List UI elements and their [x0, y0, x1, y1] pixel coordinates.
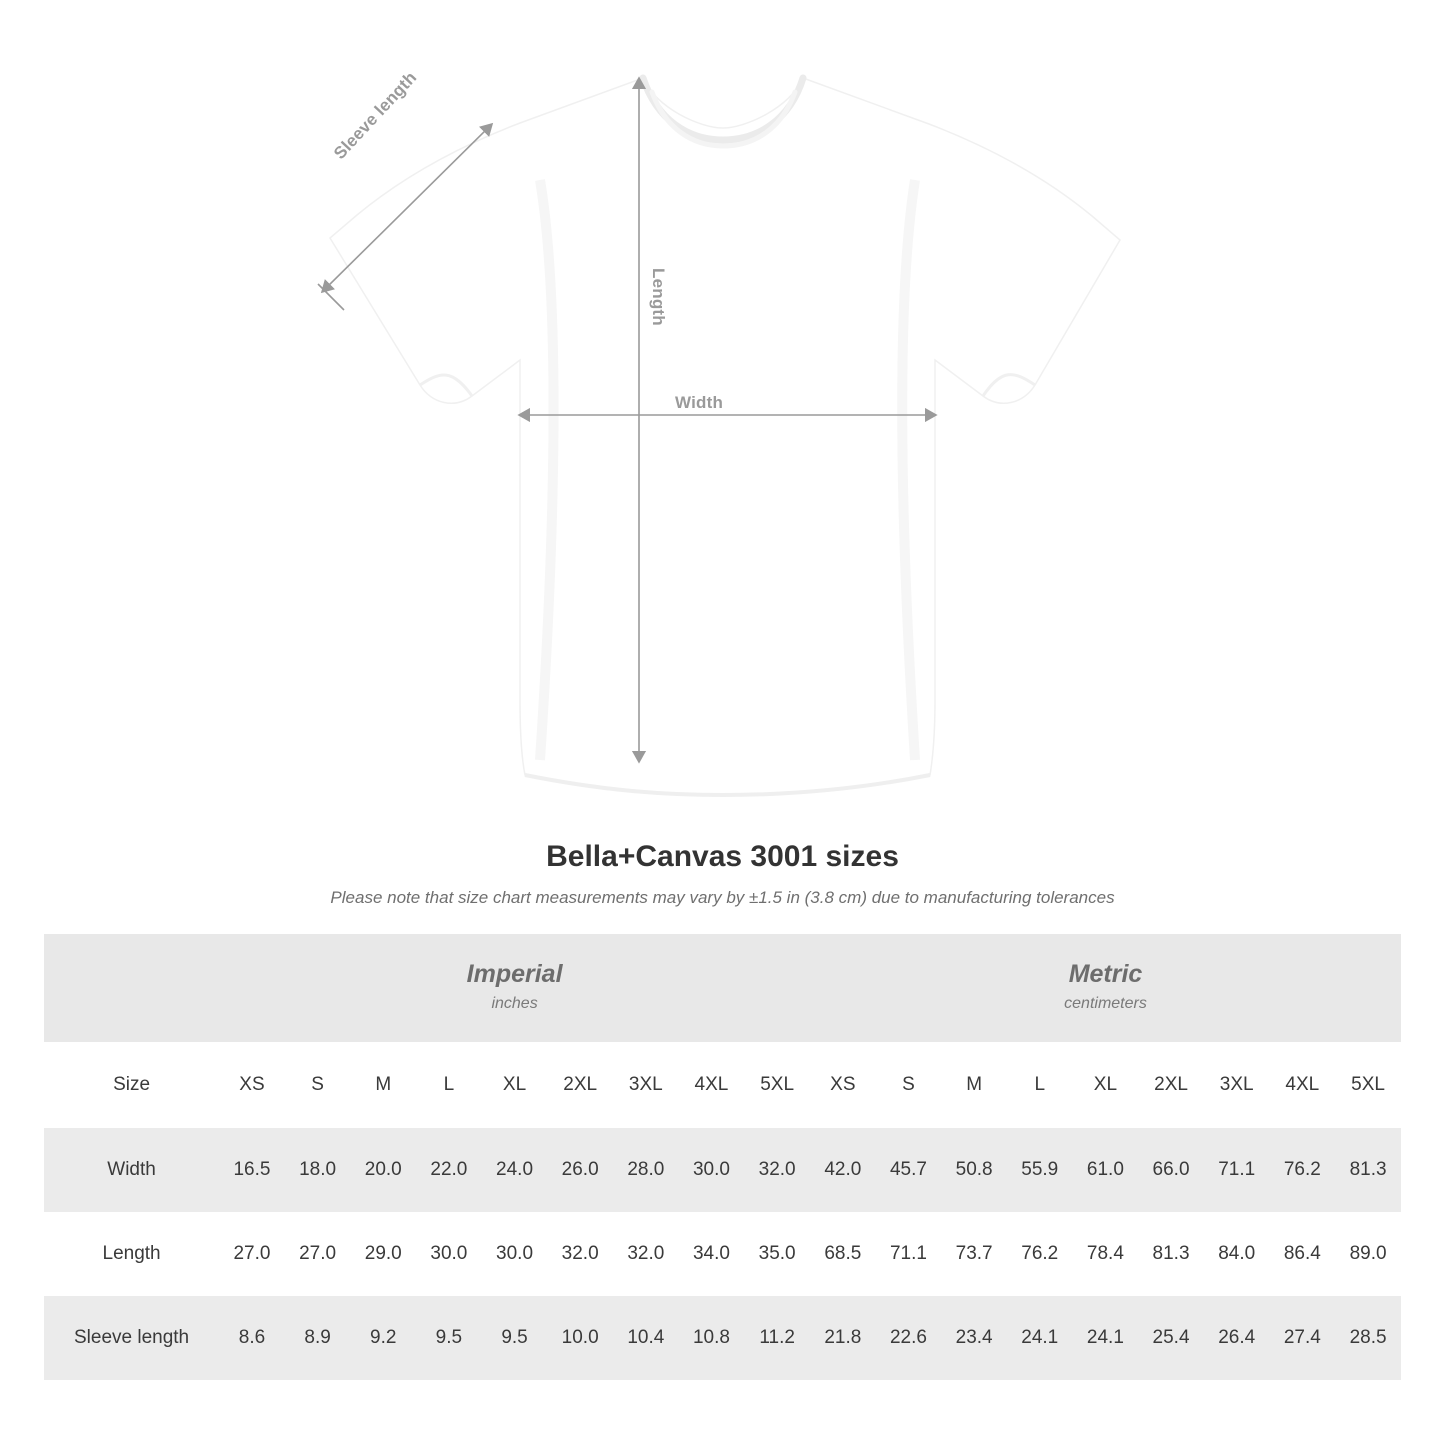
- cell-value: 78.4: [1073, 1212, 1139, 1296]
- width-label: Width: [675, 393, 724, 412]
- table-row: [44, 1128, 1401, 1212]
- cell-value: 32.0: [744, 1128, 810, 1212]
- cell-value: 71.1: [876, 1212, 942, 1296]
- col-header: XL: [1073, 1042, 1139, 1128]
- cell-value: 9.5: [482, 1296, 548, 1380]
- row-label-length: Length: [44, 1212, 219, 1296]
- cell-value: 10.8: [679, 1296, 745, 1380]
- col-header: M: [350, 1042, 416, 1128]
- cell-value: 29.0: [350, 1212, 416, 1296]
- col-header: 4XL: [1270, 1042, 1336, 1128]
- cell-value: 55.9: [1007, 1128, 1073, 1212]
- col-header: L: [416, 1042, 482, 1128]
- size-chart-header: [0, 840, 1445, 908]
- col-header: 5XL: [1335, 1042, 1401, 1128]
- imperial-name: Imperial: [466, 959, 563, 988]
- row-label-sleeve-length: Sleeve length: [44, 1296, 219, 1380]
- cell-value: 8.6: [219, 1296, 285, 1380]
- cell-value: 30.0: [416, 1212, 482, 1296]
- cell-value: 24.0: [482, 1128, 548, 1212]
- unit-group-metric: [810, 934, 1401, 1042]
- col-header: S: [285, 1042, 351, 1128]
- cell-value: 16.5: [219, 1128, 285, 1212]
- table-header-row: [44, 1042, 1401, 1128]
- tolerance-note: Please note that size chart measurements may vary by ±1.5 in (3.8 cm) due to manufacturing tolerances: [330, 888, 1115, 907]
- cell-value: 27.0: [219, 1212, 285, 1296]
- cell-value: 71.1: [1204, 1128, 1270, 1212]
- cell-value: 86.4: [1270, 1212, 1336, 1296]
- cell-value: 81.3: [1335, 1128, 1401, 1212]
- cell-value: 81.3: [1138, 1212, 1204, 1296]
- size-header: Size: [44, 1042, 219, 1128]
- cell-value: 11.2: [744, 1296, 810, 1380]
- col-header: 3XL: [1204, 1042, 1270, 1128]
- cell-value: 89.0: [1335, 1212, 1401, 1296]
- cell-value: 42.0: [810, 1128, 876, 1212]
- cell-value: 68.5: [810, 1212, 876, 1296]
- cell-value: 27.4: [1270, 1296, 1336, 1380]
- cell-value: 22.6: [876, 1296, 942, 1380]
- col-header: XL: [482, 1042, 548, 1128]
- cell-value: 9.5: [416, 1296, 482, 1380]
- table-row: [44, 1212, 1401, 1296]
- imperial-units: inches: [491, 995, 538, 1013]
- cell-value: 30.0: [482, 1212, 548, 1296]
- size-table: [44, 934, 1401, 1380]
- table-row: [44, 1296, 1401, 1380]
- cell-value: 28.0: [613, 1128, 679, 1212]
- tshirt-shape: [330, 78, 1120, 795]
- col-header: 2XL: [547, 1042, 613, 1128]
- cell-value: 10.0: [547, 1296, 613, 1380]
- cell-value: 24.1: [1007, 1296, 1073, 1380]
- cell-value: 21.8: [810, 1296, 876, 1380]
- cell-value: 10.4: [613, 1296, 679, 1380]
- cell-value: 35.0: [744, 1212, 810, 1296]
- cell-value: 23.4: [941, 1296, 1007, 1380]
- unit-group-imperial: [219, 934, 810, 1042]
- cell-value: 32.0: [547, 1212, 613, 1296]
- col-header: 2XL: [1138, 1042, 1204, 1128]
- col-header: 5XL: [744, 1042, 810, 1128]
- col-header: XS: [810, 1042, 876, 1128]
- cell-value: 45.7: [876, 1128, 942, 1212]
- cell-value: 32.0: [613, 1212, 679, 1296]
- row-label-width: Width: [44, 1128, 219, 1212]
- cell-value: 76.2: [1007, 1212, 1073, 1296]
- cell-value: 18.0: [285, 1128, 351, 1212]
- cell-value: 73.7: [941, 1212, 1007, 1296]
- cell-value: 84.0: [1204, 1212, 1270, 1296]
- size-table-wrapper: [44, 934, 1401, 1380]
- col-header: 4XL: [679, 1042, 745, 1128]
- sleeve-length-label: Sleeve length: [330, 67, 421, 163]
- cell-value: 30.0: [679, 1128, 745, 1212]
- cell-value: 9.2: [350, 1296, 416, 1380]
- metric-name: Metric: [1068, 959, 1143, 988]
- cell-value: 8.9: [285, 1296, 351, 1380]
- length-label: Length: [649, 268, 668, 326]
- page-title: Bella+Canvas 3001 sizes: [546, 840, 899, 873]
- cell-value: 50.8: [941, 1128, 1007, 1212]
- metric-units: centimeters: [1064, 995, 1147, 1013]
- col-header: M: [941, 1042, 1007, 1128]
- cell-value: 28.5: [1335, 1296, 1401, 1380]
- cell-value: 24.1: [1073, 1296, 1139, 1380]
- cell-value: 76.2: [1270, 1128, 1336, 1212]
- unit-spacer: [44, 934, 219, 1042]
- cell-value: 22.0: [416, 1128, 482, 1212]
- cell-value: 26.0: [547, 1128, 613, 1212]
- sleeve-end-tick: [318, 284, 344, 310]
- col-header: 3XL: [613, 1042, 679, 1128]
- cell-value: 34.0: [679, 1212, 745, 1296]
- col-header: XS: [219, 1042, 285, 1128]
- cell-value: 66.0: [1138, 1128, 1204, 1212]
- col-header: S: [876, 1042, 942, 1128]
- cell-value: 20.0: [350, 1128, 416, 1212]
- cell-value: 61.0: [1073, 1128, 1139, 1212]
- cell-value: 25.4: [1138, 1296, 1204, 1380]
- cell-value: 26.4: [1204, 1296, 1270, 1380]
- unit-group-row: [44, 934, 1401, 1042]
- col-header: L: [1007, 1042, 1073, 1128]
- cell-value: 27.0: [285, 1212, 351, 1296]
